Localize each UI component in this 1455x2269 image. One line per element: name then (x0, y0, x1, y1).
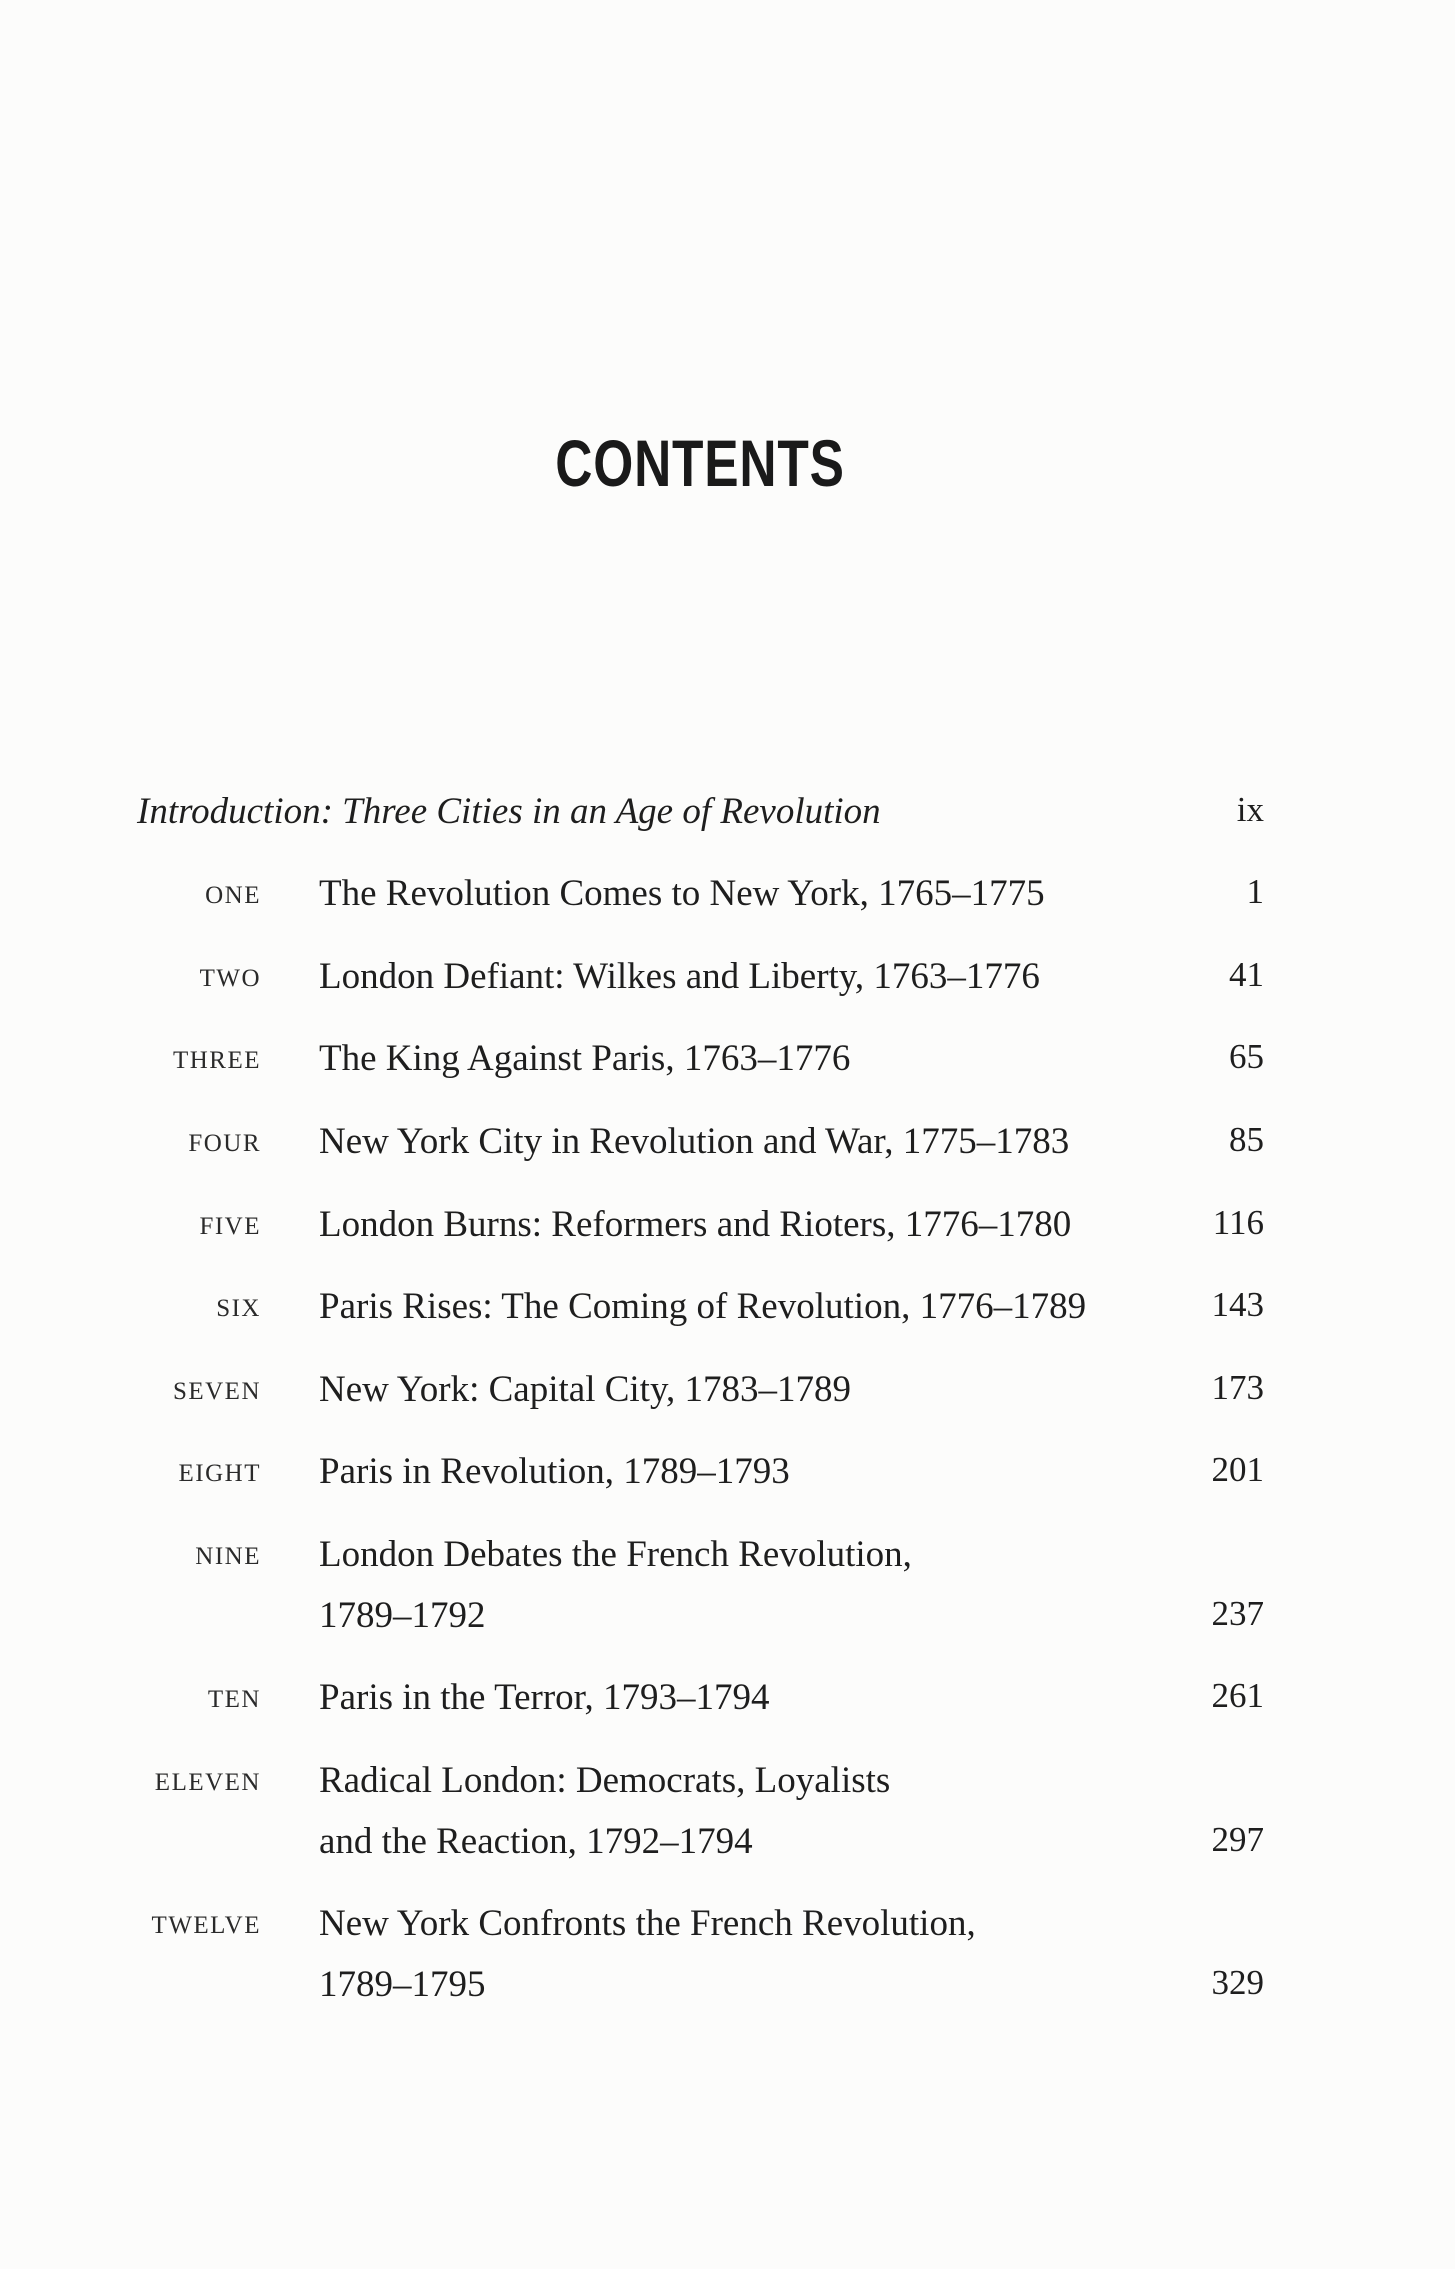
chapter-title: New York: Capital City, 1783–1789 (319, 1369, 852, 1410)
chapter-title: New York Confronts the French Revolution, (319, 1903, 976, 1944)
page-number: 329 (1211, 1963, 1264, 2002)
toc-entry-chapter[interactable] (0, 955, 1455, 1005)
chapter-title: Paris in Revolution, 1789–1793 (319, 1451, 790, 1492)
chapter-number: ONE (205, 882, 261, 909)
chapter-number: EIGHT (178, 1460, 261, 1487)
page-number: 65 (1229, 1037, 1264, 1076)
chapter-title: Radical London: Democrats, Loyalists (319, 1760, 891, 1801)
chapter-title: London Debates the French Revolution, (319, 1534, 912, 1575)
chapter-title: The Revolution Comes to New York, 1765–1775 (319, 873, 1045, 914)
page-number: 173 (1211, 1368, 1264, 1407)
chapter-title: Paris Rises: The Coming of Revolution, 1776–1789 (319, 1286, 1087, 1327)
toc-entry-chapter[interactable] (0, 1759, 1455, 1862)
chapter-number: SEVEN (172, 1378, 261, 1405)
page-number: 1 (1246, 872, 1264, 911)
page-number: 41 (1229, 955, 1264, 994)
toc-entry-chapter[interactable] (0, 872, 1455, 922)
page-number: 237 (1211, 1594, 1264, 1633)
toc-entry-chapter[interactable] (0, 1203, 1455, 1253)
chapter-number: FIVE (199, 1213, 261, 1240)
chapter-title: Paris in the Terror, 1793–1794 (319, 1677, 770, 1718)
page-number: 143 (1211, 1285, 1264, 1324)
chapter-title: 1789–1792 (319, 1595, 486, 1636)
chapter-number: NINE (195, 1543, 261, 1570)
page-number: 297 (1211, 1820, 1264, 1859)
page-title: CONTENTS (555, 426, 845, 500)
chapter-number: TWELVE (151, 1912, 261, 1939)
toc-entry-chapter[interactable] (0, 1037, 1455, 1087)
toc-entry-chapter[interactable] (0, 1285, 1455, 1335)
entry-title: Introduction: Three Cities in an Age of Revolution (137, 791, 881, 832)
chapter-number: SIX (216, 1295, 261, 1322)
page-number: ix (1236, 790, 1264, 829)
chapter-title: London Burns: Reformers and Rioters, 1776–1780 (319, 1204, 1072, 1245)
chapter-number: THREE (172, 1047, 261, 1074)
page-number: 85 (1229, 1120, 1264, 1159)
toc-entry-chapter[interactable] (0, 1368, 1455, 1418)
toc-entry-chapter[interactable] (0, 1120, 1455, 1170)
chapter-number: FOUR (188, 1130, 261, 1157)
toc-entry-chapter[interactable] (0, 1902, 1455, 2005)
toc-entry-chapter[interactable] (0, 1450, 1455, 1500)
chapter-number: TEN (207, 1686, 261, 1713)
chapter-number: TWO (199, 965, 261, 992)
toc-entry-introduction[interactable] (0, 790, 1455, 840)
chapter-title: 1789–1795 (319, 1964, 486, 2005)
page-number: 201 (1211, 1450, 1264, 1489)
chapter-title: London Defiant: Wilkes and Liberty, 1763–1776 (319, 956, 1040, 997)
chapter-title: The King Against Paris, 1763–1776 (319, 1038, 851, 1079)
chapter-title: and the Reaction, 1792–1794 (319, 1821, 753, 1862)
toc-entry-chapter[interactable] (0, 1533, 1455, 1636)
page-number: 261 (1211, 1676, 1264, 1715)
page-number: 116 (1212, 1203, 1264, 1242)
toc-entry-chapter[interactable] (0, 1676, 1455, 1726)
chapter-title: New York City in Revolution and War, 1775–1783 (319, 1121, 1070, 1162)
chapter-number: ELEVEN (154, 1769, 261, 1796)
